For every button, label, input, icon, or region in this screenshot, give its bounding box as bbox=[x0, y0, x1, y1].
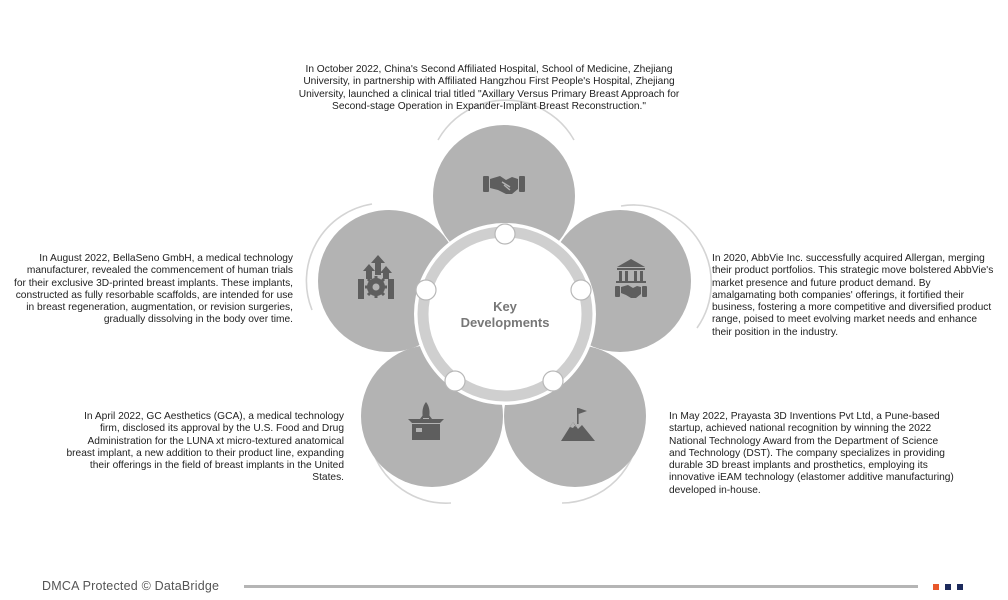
center-disc bbox=[414, 223, 596, 405]
ring-node-top bbox=[495, 224, 515, 244]
ring-node-right bbox=[571, 280, 591, 300]
footer-square-navy-2 bbox=[957, 584, 963, 590]
footer-divider bbox=[244, 585, 918, 588]
center-title-line2: Developments bbox=[460, 315, 550, 330]
development-text-top: In October 2022, China's Second Affiliated Hospital, School of Medicine, Zhejiang University, in partnership with Affiliated Hangzhou First People's Hospital, Zhejiang University, launched a clinical trial titled "Axillary Versus Primary Breast Approach for Second-stage Operation in Expander-Implant Breast Reconstruction." bbox=[298, 64, 680, 112]
footer-square-orange bbox=[933, 584, 939, 590]
ring-node-bottom-right bbox=[543, 371, 563, 391]
ring-node-left bbox=[416, 280, 436, 300]
footer-copyright: DMCA Protected © DataBridge bbox=[42, 579, 220, 593]
development-text-left: In August 2022, BellaSeno GmbH, a medical technology manufacturer, revealed the commencement of human trials for their exclusive 3D-printed breast implants. These implants, constructed as fully resorbable scaffolds, are intended for use in breast regeneration, augmentation, or revision surgeries, gradually dissolving in the body over time. bbox=[14, 253, 293, 326]
development-text-right: In 2020, AbbVie Inc. successfully acquired Allergan, merging their product portfolios. This strategic move bolstered AbbVie's market presence and future product demand. By amalgamating both companies' offerings, it fortified their business, fostering a more competitive and diversified product range, poised to meet evolving market needs and enhance their position in the industry. bbox=[712, 253, 994, 338]
development-text-bottom-right: In May 2022, Prayasta 3D Inventions Pvt Ltd, a Pune-based startup, achieved national recognition by winning the 2022 National Technology Award from the Department of Science and Technology (DST). The company specializes in providing durable 3D breast implants and prosthetics, employing its innovative iEAM technology (elastomer additive manufacturing) developed in-house. bbox=[669, 411, 954, 496]
development-text-bottom-left: In April 2022, GC Aesthetics (GCA), a medical technology firm, disclosed its approval by the U.S. Food and Drug Administration for the LUNA xt micro-textured anatomical breast implant, a new addition to their product line, expanding their offerings in the field of breast implants in the United States. bbox=[66, 411, 344, 484]
center-title-line1: Key bbox=[493, 299, 517, 314]
ring-node-bottom-left bbox=[445, 371, 465, 391]
footer-square-navy-1 bbox=[945, 584, 951, 590]
